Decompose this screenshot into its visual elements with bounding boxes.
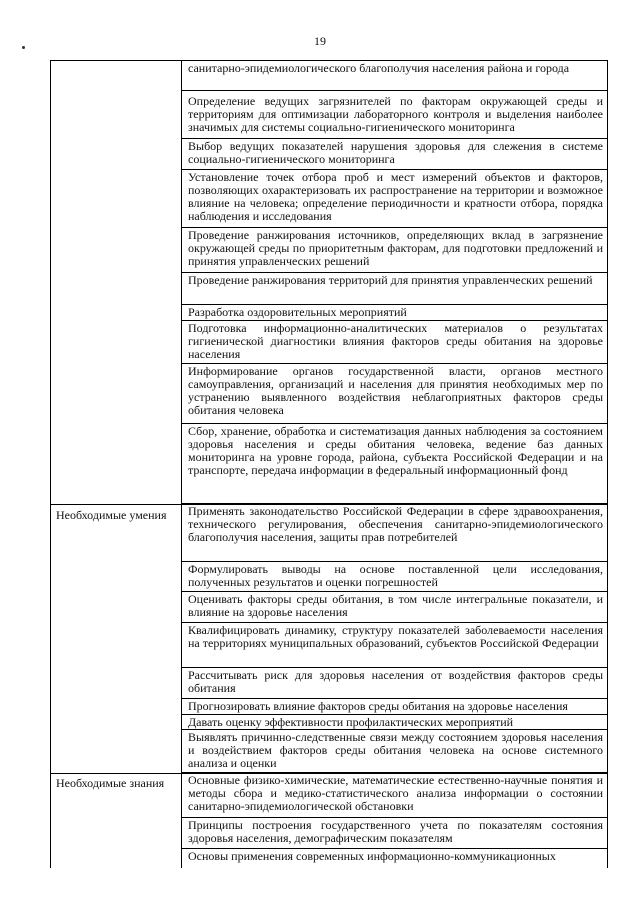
table-row-text: Оценивать факторы среды обитания, в том числе интегральные показатели, и влияние на здоровье населения	[182, 592, 607, 623]
table-row-text: Информирование органов государственной власти, органов местного самоуправления, организаций и населения для принятия необходимых мер по устранению выявленного воздействия неблагоприятных факторов среды обитания человека	[182, 364, 607, 424]
table-row-text: Установление точек отбора проб и мест измерений объектов и факторов, позволяющих охарактеризовать их распространение на территории и возможное влияние на человека; определение периодичности и кратности отбора, порядка наблюдения и исследования	[182, 170, 607, 228]
table-row-text: Применять законодательство Российской Федерации в сфере здравоохранения, технического регулирования, обеспечения санитарно-эпидемиологического благополучия населения, защиты прав потребителей	[182, 504, 607, 562]
table-row-text: Квалифицировать динамику, структуру показателей заболеваемости населения на территориях муниципальных образований, субъектов Российской Федерации	[182, 623, 607, 668]
table-row-text: Проведение ранжирования территорий для принятия управленческих решений	[182, 273, 607, 305]
page-number: 19	[314, 34, 326, 48]
table-row-text: Формулировать выводы на основе поставленной цели исследования, полученных результатов и оценки погрешностей	[182, 562, 607, 592]
table-row-text: Прогнозировать влияние факторов среды обитания на здоровье населения	[182, 699, 607, 715]
section-heading-skills: Необходимые умения	[56, 508, 167, 522]
table-row-text: Выбор ведущих показателей нарушения здоровья для слежения в системе социально-гигиенического мониторинга	[182, 139, 607, 170]
table-row-text: Давать оценку эффективности профилактических мероприятий	[182, 715, 607, 730]
table-row-text: Подготовка информационно-аналитических материалов о результатах гигиенической диагностики влияния факторов среды обитания на здоровье населения	[182, 321, 607, 364]
activity-rows	[182, 61, 607, 868]
table-row-text: Рассчитывать риск для здоровья населения от воздействия факторов среды обитания	[182, 668, 607, 699]
table-row-text: Сбор, хранение, обработка и систематизация данных наблюдения за состоянием здоровья населения и среды обитания человека, ведение баз данных мониторинга на уровне города, района, субъекта Российской Федерации и на транспорте, передача информации в федеральный информационный фонд	[182, 424, 607, 504]
table-row-text: Основы применения современных информационно-коммуникационных	[188, 849, 556, 863]
section-column	[51, 61, 182, 868]
table-row-text: Разработка оздоровительных мероприятий	[182, 305, 607, 321]
table-row-text: Проведение ранжирования источников, определяющих вклад в загрязнение окружающей среды по приоритетным факторам, для подготовки предложений и принятия управленческих решений	[182, 228, 607, 273]
competency-table	[50, 60, 608, 868]
table-row-text: Принципы построения государственного учета по показателям состояния здоровья населения, демографическим показателям	[182, 818, 607, 849]
table-row-text: санитарно-эпидемиологического благополучия населения района и города	[182, 61, 607, 91]
table-row-text: Основные физико-химические, математические естественно-научные понятия и методы сбора и медико-статистического анализа информации о состоянии санитарно-эпидемиологической обстановки	[182, 773, 607, 818]
scan-mark	[22, 46, 25, 49]
table-row-text: Определение ведущих загрязнителей по факторам окружающей среды и территориям для оптимизации лабораторного контроля и выделения наиболее значимых для системы социально-гигиенического мониторинга	[182, 91, 607, 139]
table-row-text: Выявлять причинно-следственные связи между состоянием здоровья населения и воздействием факторов среды обитания человека на основе системного анализа и оценки	[182, 730, 607, 773]
section-heading-knowledge: Необходимые знания	[56, 776, 165, 790]
